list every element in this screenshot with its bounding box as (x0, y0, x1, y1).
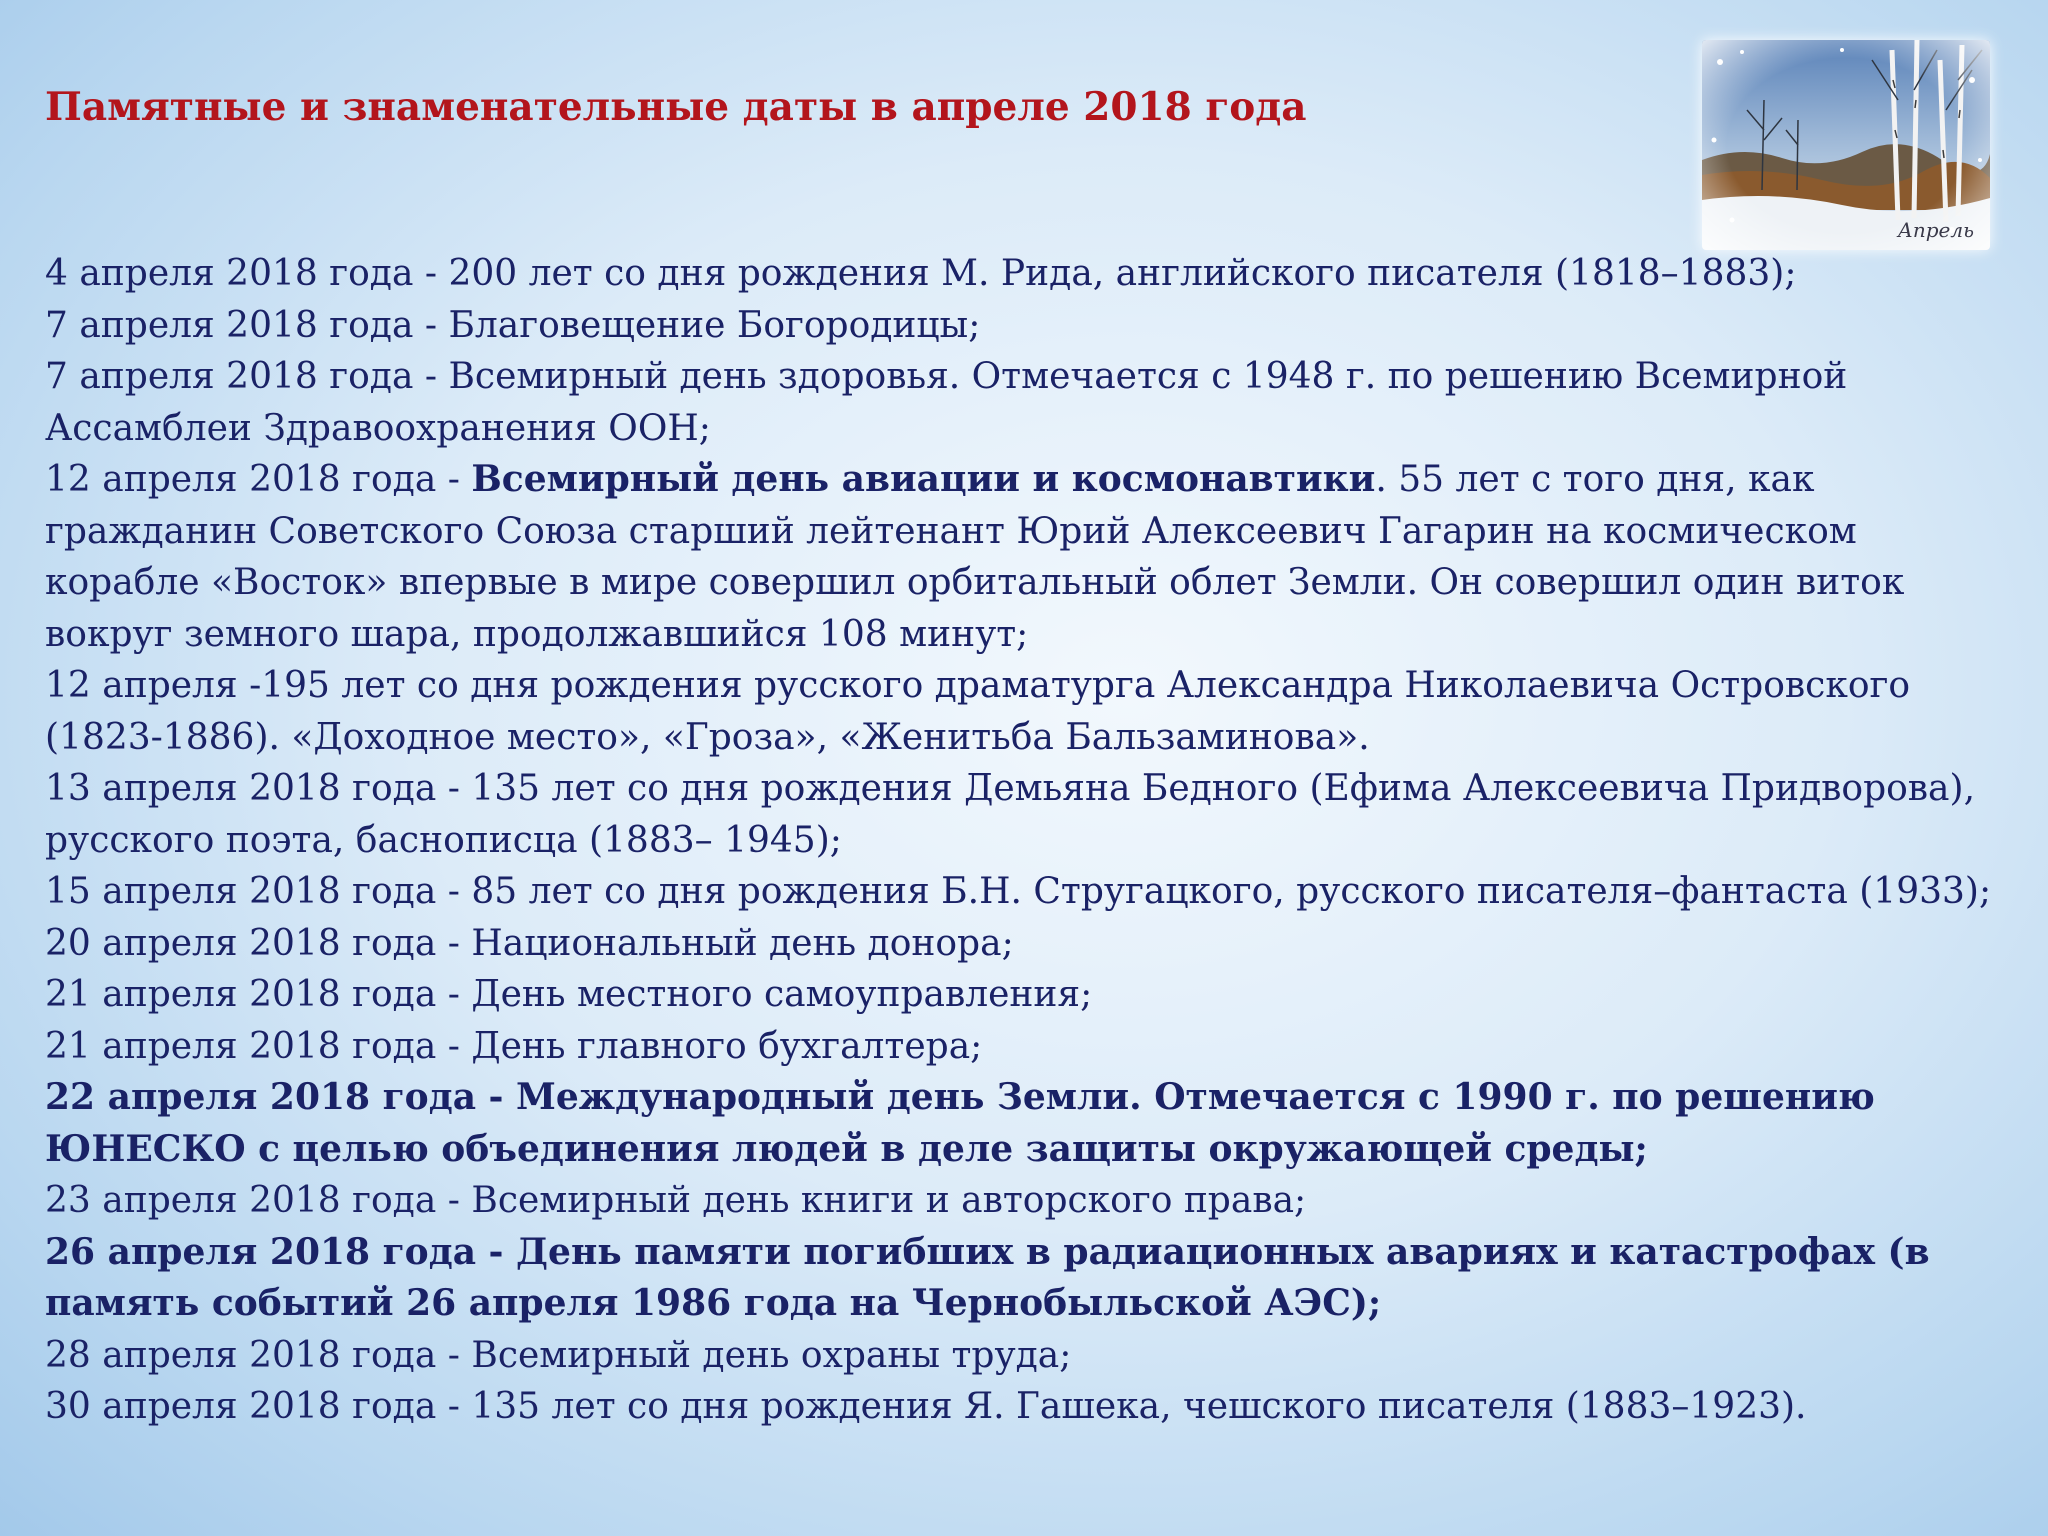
list-item: 23 апреля 2018 года - Всемирный день книги и авторского права; (45, 1180, 1307, 1221)
list-item (45, 454, 2005, 660)
list-item-prefix: 12 апреля 2018 года - (45, 459, 472, 500)
list-item: 21 апреля 2018 года - День местного самоуправления; (45, 974, 1093, 1015)
list-item: 28 апреля 2018 года - Всемирный день охраны труда; (45, 1334, 1072, 1376)
list-item-highlight: Всемирный день авиации и космонавтики (471, 458, 1376, 500)
winter-birch-photo-icon (1702, 40, 1990, 250)
list-item-highlighted: 22 апреля 2018 года - Международный день Земли. Отмечается с 1990 г. по решению ЮНЕСКО с целью объединения людей в деле защиты окружающей среды; (45, 1076, 1875, 1170)
list-item: 20 апреля 2018 года - Национальный день донора; (45, 922, 1014, 964)
list-item-suffix: . 55 лет с того дня, как гражданин Советского Союза старший лейтенант Юрий Алексеевич Гагарин на космическом корабле «Восток» впервые в мире совершил орбитальный облет Земли. Он совершил один виток вокруг земного шара, продолжавшийся 108 минут; (45, 459, 1905, 655)
list-item: 7 апреля 2018 года - Благовещение Богородицы; (45, 304, 981, 346)
list-item: 4 апреля 2018 года - 200 лет со дня рождения М. Рида, английского писателя (1818–1883); (45, 253, 1797, 294)
list-item: 30 апреля 2018 года - 135 лет со дня рождения Я. Гашека, чешского писателя (1883–1923). (45, 1386, 1807, 1427)
dates-list (45, 248, 2005, 1433)
list-item: 21 апреля 2018 года - День главного бухгалтера; (45, 1025, 983, 1067)
list-item: 12 апреля -195 лет со дня рождения русского драматурга Александра Николаевича Островского (1823-1886). «Доходное место», «Гроза», «Женитьба Бальзаминова». (45, 665, 1911, 758)
page-title: Памятные и знаменательные даты в апреле 2018 года (45, 84, 1307, 130)
photo-caption: Апрель (1897, 218, 1974, 242)
list-item: 13 апреля 2018 года - 135 лет со дня рождения Демьяна Бедного (Ефима Алексеевича Придворова), русского поэта, баснописца (1883– 1945); (45, 768, 1976, 861)
list-item-highlighted: 26 апреля 2018 года - День памяти погибших в радиационных авариях и катастрофах (в память событий 26 апреля 1986 года на Чернобыльской АЭС); (45, 1230, 1930, 1324)
list-item: 15 апреля 2018 года - 85 лет со дня рождения Б.Н. Стругацкого, русского писателя–фантаста (1933); (45, 871, 1992, 912)
list-item: 7 апреля 2018 года - Всемирный день здоровья. Отмечается с 1948 г. по решению Всемирной Ассамблеи Здравоохранения ООН; (45, 356, 1848, 449)
